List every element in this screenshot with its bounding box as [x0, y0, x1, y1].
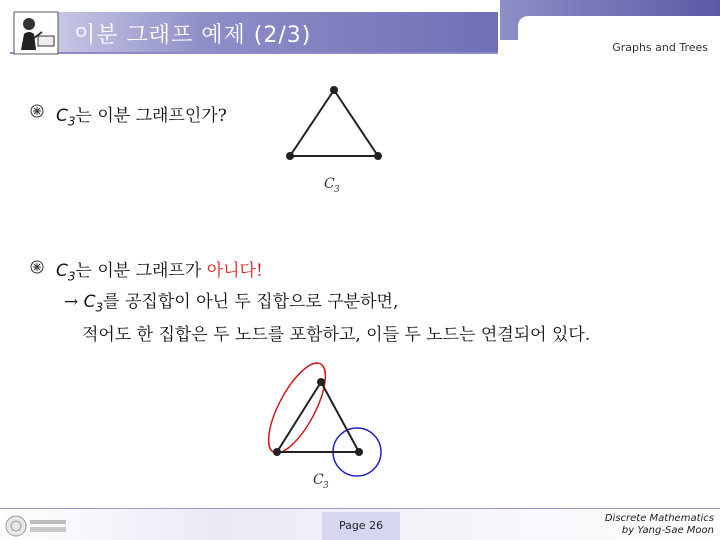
graph-label-sub: 3	[334, 185, 340, 195]
header-accent-strip	[500, 0, 720, 40]
node-right	[374, 152, 382, 160]
page-number: Page 26	[322, 512, 400, 540]
arrow-icon: →	[64, 292, 79, 312]
bullet-2-text: $C_3$는 이분 그래프가 아니다!	[56, 261, 263, 284]
bullet-1-text: $C_3$는 이분 그래프인가?	[56, 106, 227, 129]
bullet-icon	[30, 104, 44, 118]
emphasis-text: 아니다!	[206, 261, 263, 281]
bullet-icon	[30, 260, 44, 274]
section-label: Graphs and Trees	[612, 41, 708, 54]
edge-top-right	[321, 382, 359, 452]
graph-label: C	[324, 176, 335, 192]
graph-label: C	[313, 472, 324, 488]
edge-top-left	[277, 382, 321, 452]
node-left	[273, 448, 281, 456]
presenter-icon	[12, 10, 60, 56]
university-logo	[4, 514, 70, 538]
node-top	[317, 378, 325, 386]
graph-c3-triangle	[270, 78, 390, 198]
graph-c3-partition	[255, 362, 385, 492]
page-title: 이분 그래프 예제 (2/3)	[74, 23, 312, 48]
node-left	[286, 152, 294, 160]
node-right	[355, 448, 363, 456]
graph-label-sub: 3	[323, 481, 329, 491]
explanation-line-2: 적어도 한 집합은 두 노드를 포함하고, 이들 두 노드는 연결되어 있다.	[82, 325, 591, 345]
footer-credit: Discrete Mathematics by Yang-Sae Moon	[604, 513, 714, 536]
edge-top-right	[334, 90, 378, 156]
edge-top-left	[290, 90, 334, 156]
partition-ellipse	[258, 362, 337, 461]
header-accent-tab	[518, 16, 720, 44]
node-top	[330, 86, 338, 94]
explanation-line-1: → $C_3$를 공집합이 아닌 두 집합으로 구분하면,	[64, 292, 399, 315]
